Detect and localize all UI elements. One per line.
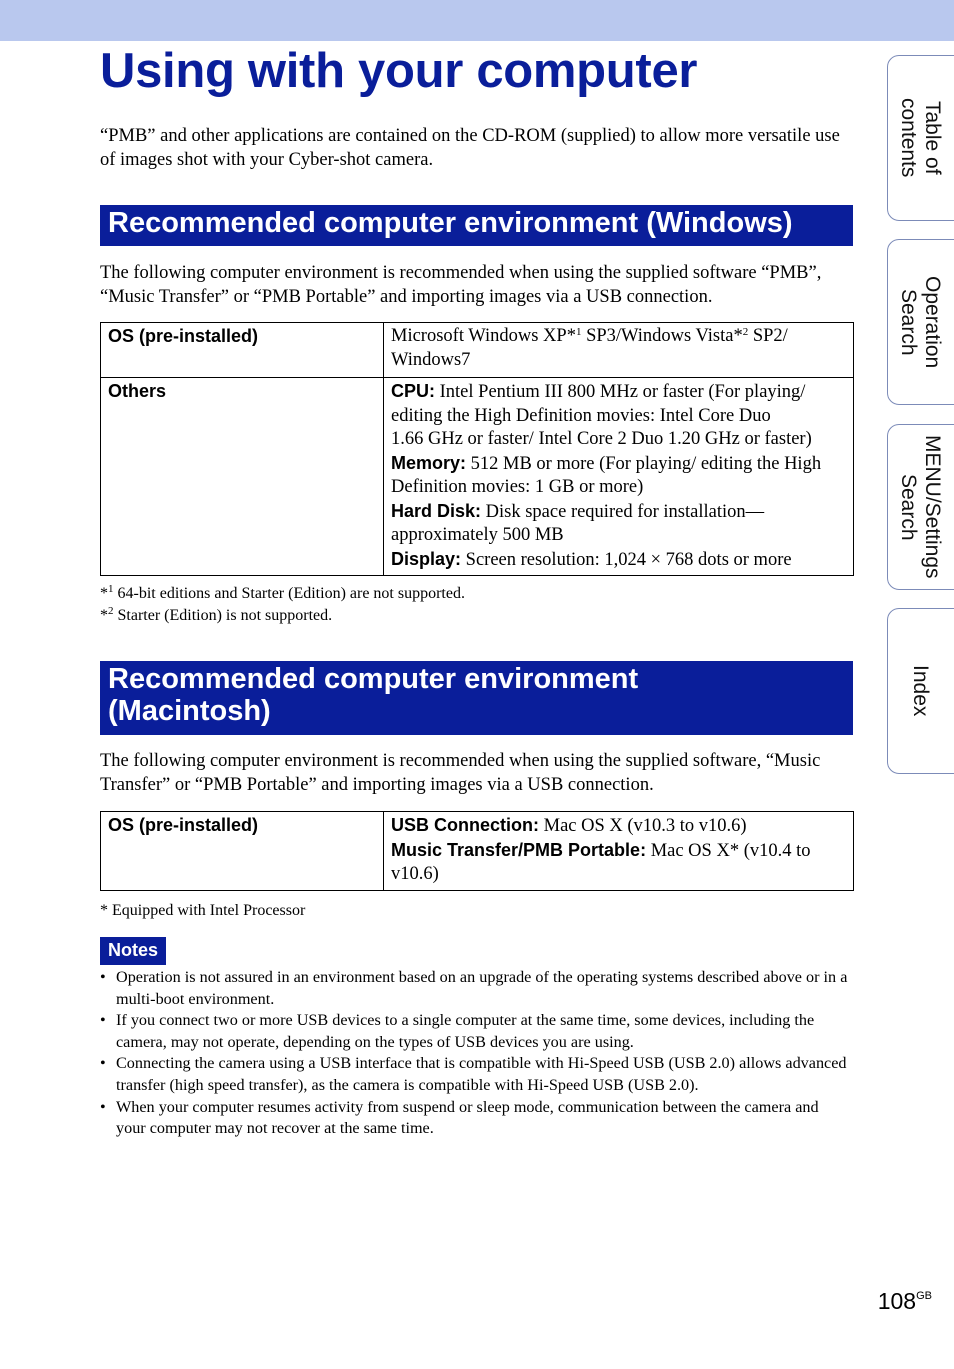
- display-label: Display:: [391, 548, 462, 569]
- windows-section-heading: Recommended computer environment (Windows): [100, 205, 853, 246]
- tab-label: Index: [909, 665, 932, 717]
- windows-intro: The following computer environment is recommended when using the supplied software “PMB”, “Music Transfer” or “PMB Portable” and importing images via a USB connection.: [100, 263, 822, 307]
- music-transfer-text: v10.6): [391, 864, 439, 884]
- others-value: [384, 378, 854, 576]
- tab-label: Table of: [921, 101, 944, 175]
- footnote-text: 64-bit editions and Starter (Edition) are not supported.: [113, 585, 465, 602]
- memory-label: Memory:: [391, 452, 467, 473]
- top-color-bar: [0, 0, 954, 41]
- mac-section-heading: [100, 661, 853, 735]
- footnote-2: [100, 605, 332, 627]
- os-text: SP3/Windows Vista*: [581, 326, 743, 346]
- list-item: • When your computer resumes activity from suspend or sleep mode, communication between the camera and your computer may not recover at the same time.: [100, 1097, 852, 1140]
- cpu-text: 1.66 GHz or faster/ Intel Core 2 Duo 1.20 GHz or faster): [391, 429, 812, 449]
- footnote-ref: 2: [742, 326, 749, 338]
- os-label: OS (pre-installed): [101, 812, 384, 891]
- page-number-value: 108: [877, 1288, 917, 1314]
- mac-footnote: * Equipped with Intel Processor: [100, 902, 306, 919]
- tab-label: contents: [897, 98, 920, 178]
- memory-text: 512 MB or more (For playing/ editing the High: [466, 453, 822, 474]
- footnote-text: Starter (Edition) is not supported.: [113, 607, 333, 624]
- windows-requirements-table: [100, 322, 854, 576]
- usb-connection-text: Mac OS X (v10.3 to v10.6): [539, 816, 747, 836]
- os-value: [384, 812, 854, 891]
- notes-list: [100, 967, 852, 1140]
- tab-label: Search: [897, 288, 920, 356]
- tab-label: MENU/Settings: [921, 435, 944, 579]
- footnote-1: [100, 583, 465, 605]
- footnote-mark: *: [100, 607, 108, 624]
- os-label: OS (pre-installed): [101, 323, 384, 378]
- hard-disk-label: Hard Disk:: [391, 500, 482, 521]
- heading-line: Recommended computer environment: [108, 663, 639, 695]
- display-text: Screen resolution: 1,024 × 768 dots or more: [461, 549, 792, 570]
- notes-badge: Notes: [100, 937, 166, 965]
- memory-text: Definition movies: 1 GB or more): [391, 477, 644, 497]
- cpu-text: Intel Pentium III 800 MHz or faster (For playing/: [435, 382, 806, 402]
- list-item: • Connecting the camera using a USB interface that is compatible with Hi-Speed USB (USB 2.0) allows advanced transfer (high speed transfer), as the camera is compatible with Hi-Speed USB (USB 2.0).: [100, 1053, 852, 1096]
- tab-menu-settings-search[interactable]: [887, 424, 954, 590]
- tab-index[interactable]: [887, 608, 954, 774]
- usb-connection-label: USB Connection:: [391, 815, 539, 835]
- table-row: [101, 378, 854, 576]
- page-number: [878, 1288, 932, 1315]
- list-item: • If you connect two or more USB devices to a single computer at the same time, some devices, including the camera, may not operate, depending on the types of USB devices you are using.: [100, 1010, 852, 1053]
- cpu-text: editing the High Definition movies: Intel Core Duo: [391, 405, 771, 426]
- tab-table-of-contents[interactable]: [887, 55, 954, 221]
- tab-operation-search[interactable]: [887, 239, 954, 405]
- tab-label: Operation: [921, 275, 944, 369]
- mac-requirements-table: [100, 811, 854, 891]
- heading-line: (Macintosh): [108, 695, 271, 727]
- cpu-label: CPU:: [391, 381, 435, 401]
- music-transfer-label: Music Transfer/PMB Portable:: [391, 839, 647, 860]
- footnote-ref: 1: [575, 326, 582, 338]
- footnote-number: 2: [108, 605, 114, 617]
- os-value: [384, 323, 854, 378]
- table-row: [101, 323, 854, 378]
- page-title: Using with your computer: [100, 44, 698, 98]
- others-label: Others: [101, 378, 384, 576]
- mac-intro: The following computer environment is recommended when using the supplied software, “Music Transfer” or “PMB Portable” and importing images via a USB connection.: [100, 751, 821, 795]
- footnote-mark: *: [100, 585, 108, 602]
- page-number-suffix: GB: [916, 1290, 932, 1302]
- tab-label: Search: [897, 473, 920, 541]
- table-row: [101, 812, 854, 891]
- hard-disk-text: Disk space required for installation—: [481, 501, 765, 522]
- music-transfer-text: Mac OS X* (v10.4 to: [646, 840, 811, 861]
- hard-disk-text: approximately 500 MB: [391, 525, 564, 545]
- os-text: Windows7: [391, 349, 471, 370]
- os-text: Microsoft Windows XP*: [391, 326, 576, 346]
- intro-paragraph: “PMB” and other applications are contained on the CD-ROM (supplied) to allow more versatile use of images shot with your Cyber-shot camera.: [100, 126, 840, 170]
- footnote-number: 1: [108, 583, 114, 595]
- os-text: SP2/: [748, 326, 788, 346]
- list-item: • Operation is not assured in an environment based on an upgrade of the operating systems described above or in a multi-boot environment.: [100, 967, 852, 1010]
